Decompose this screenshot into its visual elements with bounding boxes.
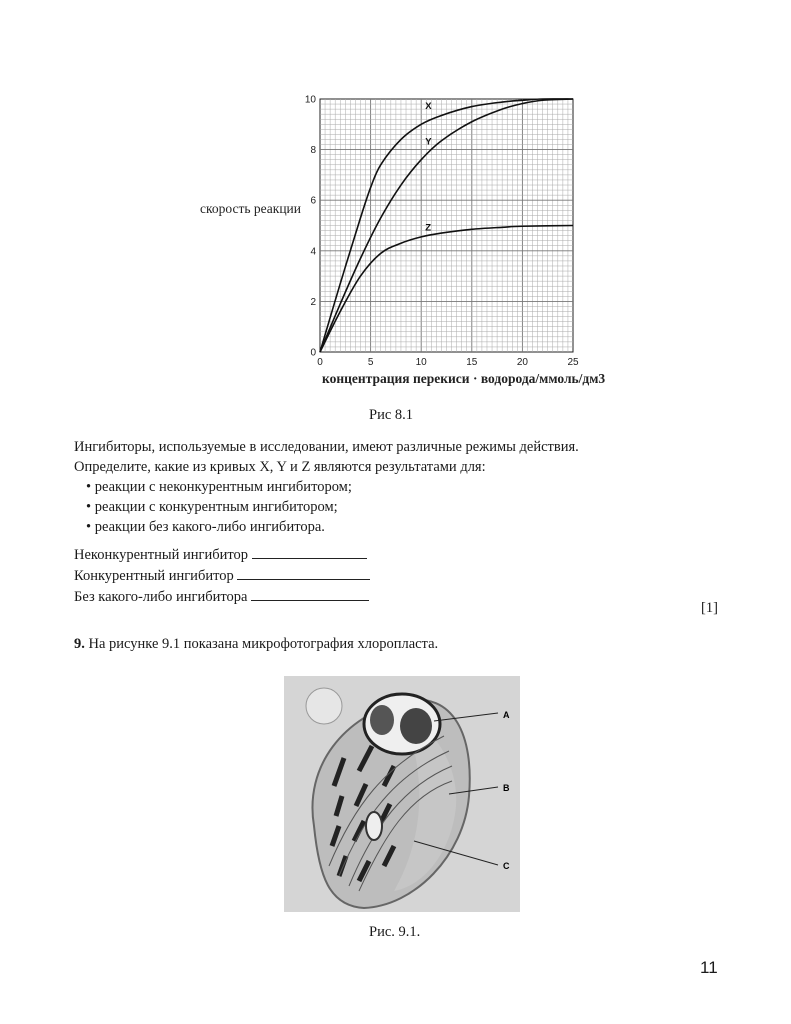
answer-blank-no-inhibitor[interactable] — [251, 586, 369, 601]
micrograph-svg — [284, 676, 520, 912]
chloroplast-micrograph — [284, 676, 520, 912]
answer-block — [74, 544, 474, 607]
y-tick-label: 4 — [310, 246, 316, 258]
page-number: 11 — [700, 958, 718, 977]
answer-blank-competitive[interactable] — [237, 565, 370, 580]
label-c: C — [503, 861, 510, 871]
y-tick-label: 0 — [310, 347, 316, 359]
question-8-block — [74, 437, 724, 537]
answer-blank-noncompetitive[interactable] — [252, 544, 367, 559]
label-a: A — [503, 710, 510, 720]
x-tick-label: 10 — [415, 357, 427, 368]
series-label-x: X — [425, 101, 432, 113]
chart-svg — [190, 86, 620, 391]
y-tick-label: 6 — [310, 195, 316, 207]
question-9 — [74, 634, 714, 654]
y-tick-label: 8 — [310, 145, 316, 157]
y-axis-label: скорость реакции — [200, 200, 302, 216]
series-label-y: Y — [425, 136, 432, 148]
y-tick-label: 2 — [310, 296, 316, 308]
figure-8-1-chart — [190, 86, 620, 391]
bullet-list — [74, 477, 724, 537]
bullet-item: • реакции с неконкурентным ингибитором; — [86, 479, 352, 495]
figure-8-1-caption: Рис 8.1 — [369, 407, 414, 423]
answer-noncompetitive: Неконкурентный ингибитор — [74, 544, 474, 565]
question-9-number: 9. — [74, 636, 85, 652]
bullet-dot-icon: • — [86, 499, 95, 515]
answer-competitive: Конкурентный ингибитор — [74, 565, 474, 586]
label-b: B — [503, 783, 510, 793]
bullet-dot-icon: • — [86, 519, 95, 535]
x-tick-label: 25 — [567, 357, 579, 368]
intro-line-2: Определите, какие из кривых X, Y и Z являются результатами для: — [74, 459, 486, 475]
question-9-text: На рисунке 9.1 показана микрофотография хлоропласта. — [88, 636, 439, 652]
x-tick-label: 20 — [516, 357, 528, 368]
answer-no-inhibitor: Без какого-либо ингибитора — [74, 586, 474, 607]
figure-9-1-caption: Рис. 9.1. — [369, 924, 421, 940]
marks: [1] — [701, 600, 718, 616]
intro-line-1: Ингибиторы, используемые в исследовании, имеют различные режимы действия. — [74, 439, 579, 455]
x-axis-label: концентрация перекиси · водорода/ммоль/дм3 — [322, 371, 606, 386]
y-tick-label: 10 — [304, 94, 316, 106]
bullet-item: • реакции без какого-либо ингибитора. — [86, 519, 325, 535]
series-label-z: Z — [425, 222, 432, 234]
x-tick-label: 5 — [367, 357, 374, 368]
x-tick-label: 0 — [317, 357, 323, 368]
bullet-item: • реакции с конкурентным ингибитором; — [86, 499, 338, 515]
bullet-dot-icon: • — [86, 479, 95, 495]
x-tick-label: 15 — [466, 357, 478, 368]
